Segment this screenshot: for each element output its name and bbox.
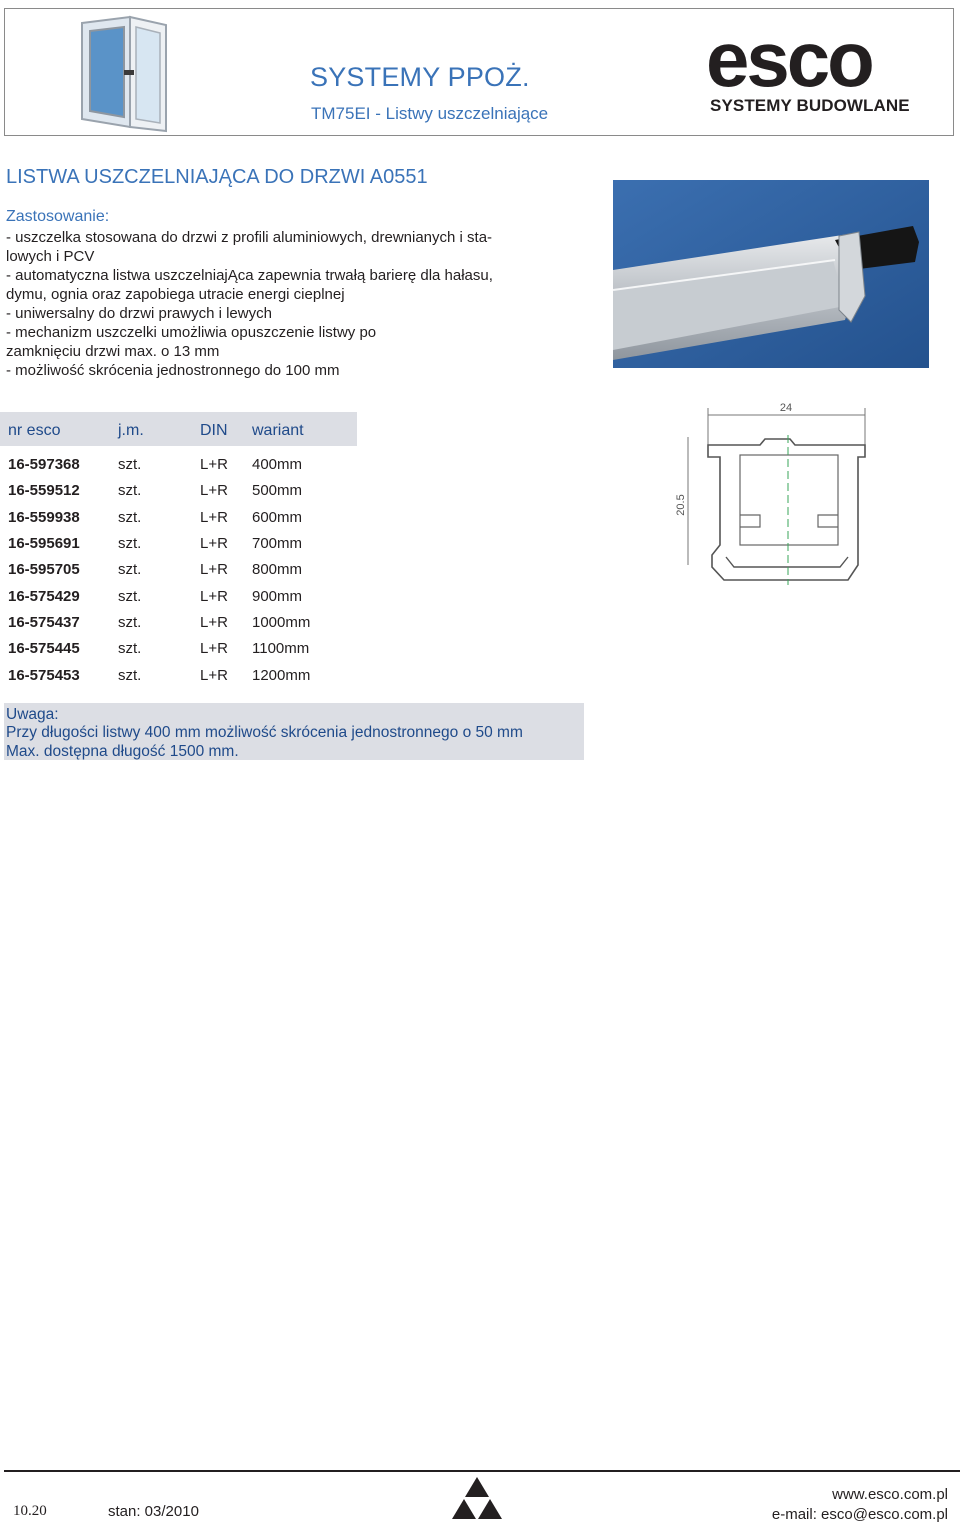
table-row: [0, 561, 360, 587]
logo-tagline: SYSTEMY BUDOWLANE: [710, 96, 910, 115]
email-link[interactable]: e-mail: esco@esco.com.pl: [771, 1506, 948, 1523]
description-line: - mechanizm uszczelki umożliwia opuszczenie listwy po: [6, 324, 377, 341]
cell-wariant: 1200mm: [252, 667, 311, 684]
cell-wariant: 700mm: [252, 535, 303, 552]
width-dimension: 24: [779, 402, 793, 414]
header-din: DIN: [200, 422, 228, 439]
header-nr-esco: nr esco: [8, 422, 61, 439]
cell-nr: 16-575429: [8, 588, 80, 605]
cell-jm: szt.: [118, 614, 142, 631]
table-row: [0, 588, 360, 614]
cell-jm: szt.: [118, 561, 142, 578]
website-link[interactable]: www.esco.com.pl: [832, 1486, 948, 1503]
table-row: [0, 640, 360, 666]
table-row: [0, 482, 360, 508]
description: [6, 228, 591, 380]
logo-word: esco: [706, 15, 872, 103]
header-jm: j.m.: [118, 422, 144, 439]
cell-nr: 16-575453: [8, 667, 80, 684]
table-row: [0, 509, 360, 535]
page-title: SYSTEMY PPOŻ.: [310, 62, 530, 92]
cell-nr: 16-597368: [8, 456, 80, 473]
description-line: - możliwość skrócenia jednostronnego do 100 mm: [6, 362, 340, 379]
table-row: [0, 535, 360, 561]
note-line-1: Przy długości listwy 400 mm możliwość skrócenia jednostronnego o 50 mm: [6, 724, 523, 741]
cell-din: L+R: [200, 482, 228, 499]
cell-wariant: 800mm: [252, 561, 303, 578]
cell-jm: szt.: [118, 482, 142, 499]
cell-jm: szt.: [118, 588, 142, 605]
table-row: [0, 614, 360, 640]
description-line: - uniwersalny do drzwi prawych i lewych: [6, 305, 272, 322]
cell-wariant: 1000mm: [252, 614, 311, 631]
cell-din: L+R: [200, 640, 228, 657]
note-line-2: Max. dostępna długość 1500 mm.: [6, 743, 239, 760]
cell-nr: 16-559512: [8, 482, 80, 499]
description-line: - automatyczna listwa uszczelniajĄca zapewnia trwałą barierę dla hałasu,: [6, 267, 493, 284]
description-line: lowych i PCV: [6, 248, 95, 265]
product-title: LISTWA USZCZELNIAJĄCA DO DRZWI A0551: [6, 166, 428, 188]
cell-din: L+R: [200, 561, 228, 578]
cell-jm: szt.: [118, 456, 142, 473]
usage-label: Zastosowanie:: [6, 208, 110, 225]
cell-wariant: 600mm: [252, 509, 303, 526]
description-line: dymu, ognia oraz zapobiega utracie energi cieplnej: [6, 286, 345, 303]
triangle-logo-icon: [452, 1475, 502, 1521]
cell-nr: 16-575445: [8, 640, 80, 657]
cell-din: L+R: [200, 614, 228, 631]
cell-jm: szt.: [118, 667, 142, 684]
height-dimension: 20.5: [675, 494, 687, 516]
header-wariant: wariant: [252, 422, 304, 439]
cell-wariant: 400mm: [252, 456, 303, 473]
table-header: [0, 412, 357, 446]
cell-jm: szt.: [118, 509, 142, 526]
page-subtitle: TM75EI - Listwy uszczelniające: [311, 104, 549, 123]
contact-info: [772, 1485, 948, 1525]
note-label: Uwaga:: [6, 706, 59, 723]
product-photo: [613, 180, 929, 368]
esco-logo: [706, 15, 921, 122]
page-number: 10.20: [13, 1503, 47, 1519]
note-box: [4, 703, 584, 760]
cell-jm: szt.: [118, 640, 142, 657]
description-line: - uszczelka stosowana do drzwi z profili aluminiowych, drewnianych i sta-: [6, 229, 493, 246]
cell-din: L+R: [200, 535, 228, 552]
profile-drawing: [660, 395, 875, 605]
cell-jm: szt.: [118, 535, 142, 552]
cell-nr: 16-559938: [8, 509, 80, 526]
cell-din: L+R: [200, 667, 228, 684]
revision-status: stan: 03/2010: [108, 1503, 199, 1520]
table-row: [0, 667, 360, 693]
footer-divider: [4, 1470, 960, 1472]
table-row: [0, 456, 360, 482]
cell-din: L+R: [200, 509, 228, 526]
cell-wariant: 1100mm: [252, 640, 310, 657]
description-line: zamknięciu drzwi max. o 13 mm: [6, 343, 220, 360]
cell-din: L+R: [200, 588, 228, 605]
cell-nr: 16-595705: [8, 561, 80, 578]
cell-wariant: 900mm: [252, 588, 303, 605]
cell-din: L+R: [200, 456, 228, 473]
cell-nr: 16-575437: [8, 614, 80, 631]
window-icon: [74, 15, 174, 133]
cell-wariant: 500mm: [252, 482, 303, 499]
cell-nr: 16-595691: [8, 535, 80, 552]
